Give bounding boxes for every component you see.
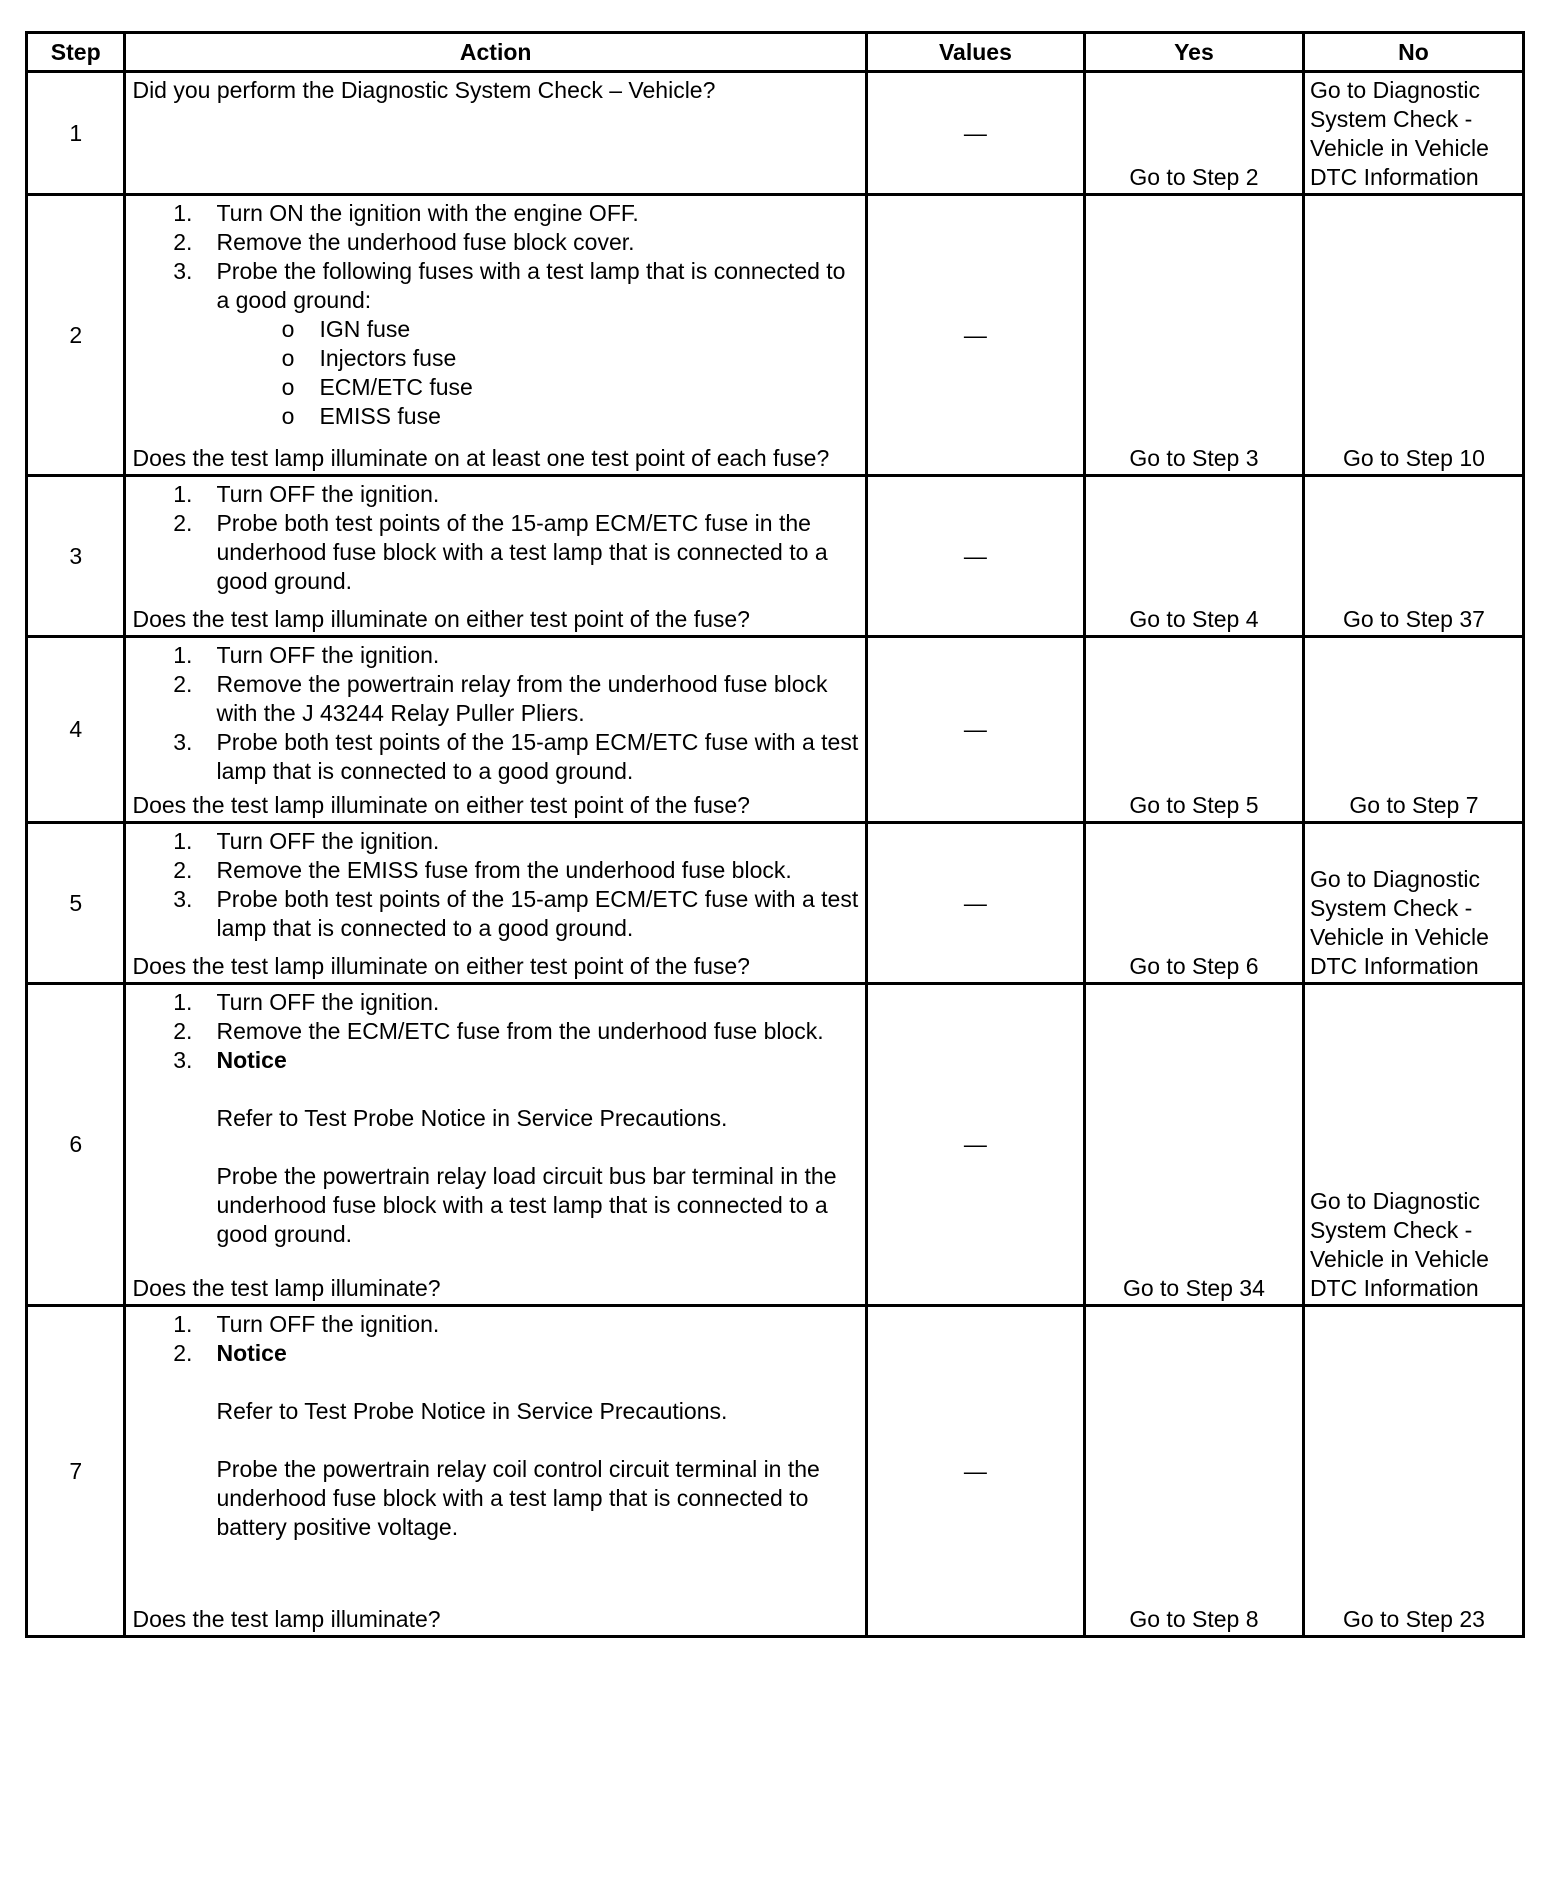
header-action: Action: [125, 33, 866, 72]
step-number: 4: [27, 637, 125, 823]
sub-list-item: o Injectors fuse: [281, 345, 457, 371]
question-text: Does the test lamp illuminate on either test point of the fuse?: [132, 606, 750, 632]
no-cell: Go to Step 23: [1303, 1306, 1523, 1637]
step-number: 3: [27, 476, 125, 637]
probe-text: Probe the powertrain relay load circuit bus bar terminal in the underhood fuse block with a test lamp that is connected to a good ground.: [216, 1163, 837, 1247]
question-text: Does the test lamp illuminate?: [132, 1275, 441, 1301]
action-cell: [125, 637, 866, 823]
list-item: 3. Probe the following fuses with a test lamp that is connected to a good ground:: [173, 258, 846, 313]
list-item: 2. Notice: [173, 1340, 287, 1366]
yes-cell: Go to Step 4: [1084, 476, 1303, 637]
no-cell: [1303, 823, 1523, 984]
table-row: [27, 984, 1524, 1306]
step-number: 7: [27, 1306, 125, 1637]
question-text: Does the test lamp illuminate?: [132, 1606, 441, 1632]
table-row: [27, 476, 1524, 637]
step-number: 2: [27, 195, 125, 476]
yes-cell: Go to Step 34: [1084, 984, 1303, 1306]
action-cell: [125, 195, 866, 476]
question-text: Does the test lamp illuminate on either test point of the fuse?: [132, 792, 750, 818]
values-cell: —: [866, 195, 1084, 476]
question-text: Did you perform the Diagnostic System Check – Vehicle?: [132, 77, 716, 103]
header-step: Step: [27, 33, 125, 72]
list-item: 3. Notice: [173, 1047, 287, 1073]
list-item: 2. Remove the EMISS fuse from the underhood fuse block.: [173, 857, 792, 883]
header-values: Values: [866, 33, 1084, 72]
notice-text: Refer to Test Probe Notice in Service Precautions.: [216, 1398, 728, 1424]
probe-text: Probe the powertrain relay coil control circuit terminal in the underhood fuse block with a test lamp that is connected to battery positive voltage.: [216, 1456, 820, 1540]
sub-list-item: o IGN fuse: [281, 316, 411, 342]
table-row: [27, 72, 1524, 195]
yes-cell: Go to Step 8: [1084, 1306, 1303, 1637]
header-yes: Yes: [1084, 33, 1303, 72]
no-line: System Check -: [1309, 106, 1473, 132]
values-cell: —: [866, 72, 1084, 195]
table-row: [27, 195, 1524, 476]
list-item: 1. Turn OFF the ignition.: [173, 828, 440, 854]
header-no: No: [1303, 33, 1523, 72]
action-cell: [125, 476, 866, 637]
no-line: DTC Information: [1309, 164, 1479, 190]
no-line: Vehicle in Vehicle: [1309, 1246, 1489, 1272]
table-row: [27, 637, 1524, 823]
action-cell: [125, 823, 866, 984]
action-cell: [125, 984, 866, 1306]
no-cell: Go to Step 10: [1303, 195, 1523, 476]
diagnostic-table: [25, 31, 1525, 1638]
list-item: 2. Probe both test points of the 15-amp ECM/ETC fuse in the underhood fuse block with a test lamp that is connected to a good ground.: [173, 510, 828, 594]
values-cell: —: [866, 823, 1084, 984]
no-cell: Go to Step 37: [1303, 476, 1523, 637]
yes-cell: Go to Step 6: [1084, 823, 1303, 984]
question-text: Does the test lamp illuminate on either test point of the fuse?: [132, 953, 750, 979]
action-cell: [125, 72, 866, 195]
step-number: 5: [27, 823, 125, 984]
no-line: DTC Information: [1309, 1275, 1479, 1301]
no-line: DTC Information: [1309, 953, 1479, 979]
list-item: 3. Probe both test points of the 15-amp ECM/ETC fuse with a test lamp that is connected to a good ground.: [173, 729, 859, 784]
sub-list-item: o ECM/ETC fuse: [281, 374, 473, 400]
notice-text: Refer to Test Probe Notice in Service Precautions.: [216, 1105, 728, 1131]
step-number: 1: [27, 72, 125, 195]
no-line: System Check -: [1309, 895, 1473, 921]
no-cell: [1303, 72, 1523, 195]
values-cell: —: [866, 1306, 1084, 1637]
list-item: 1. Turn OFF the ignition.: [173, 642, 440, 668]
no-line: Vehicle in Vehicle: [1309, 135, 1489, 161]
no-line: Go to Diagnostic: [1309, 1188, 1480, 1214]
table-row: [27, 1306, 1524, 1637]
list-item: 3. Probe both test points of the 15-amp ECM/ETC fuse with a test lamp that is connected to a good ground.: [173, 886, 859, 941]
list-item: 1. Turn OFF the ignition.: [173, 989, 440, 1015]
list-item: 2. Remove the underhood fuse block cover.: [173, 229, 635, 255]
values-cell: —: [866, 476, 1084, 637]
no-line: Go to Diagnostic: [1309, 77, 1480, 103]
list-item: 1. Turn OFF the ignition.: [173, 481, 440, 507]
list-item: 2. Remove the powertrain relay from the underhood fuse block with the J 43244 Relay Puller Pliers.: [173, 671, 828, 726]
no-line: System Check -: [1309, 1217, 1473, 1243]
list-item: 2. Remove the ECM/ETC fuse from the underhood fuse block.: [173, 1018, 824, 1044]
table-row: [27, 823, 1524, 984]
no-line: Vehicle in Vehicle: [1309, 924, 1489, 950]
question-text: Does the test lamp illuminate on at least one test point of each fuse?: [132, 445, 830, 471]
yes-cell: Go to Step 2: [1084, 72, 1303, 195]
step-number: 6: [27, 984, 125, 1306]
list-item: 1. Turn OFF the ignition.: [173, 1311, 440, 1337]
values-cell: —: [866, 637, 1084, 823]
values-cell: —: [866, 984, 1084, 1306]
no-line: Go to Diagnostic: [1309, 866, 1480, 892]
no-cell: [1303, 984, 1523, 1306]
list-item: 1. Turn ON the ignition with the engine OFF.: [173, 200, 639, 226]
yes-cell: Go to Step 3: [1084, 195, 1303, 476]
no-cell: Go to Step 7: [1303, 637, 1523, 823]
action-cell: [125, 1306, 866, 1637]
header-row: [27, 33, 1524, 72]
yes-cell: Go to Step 5: [1084, 637, 1303, 823]
sub-list-item: o EMISS fuse: [281, 403, 441, 429]
